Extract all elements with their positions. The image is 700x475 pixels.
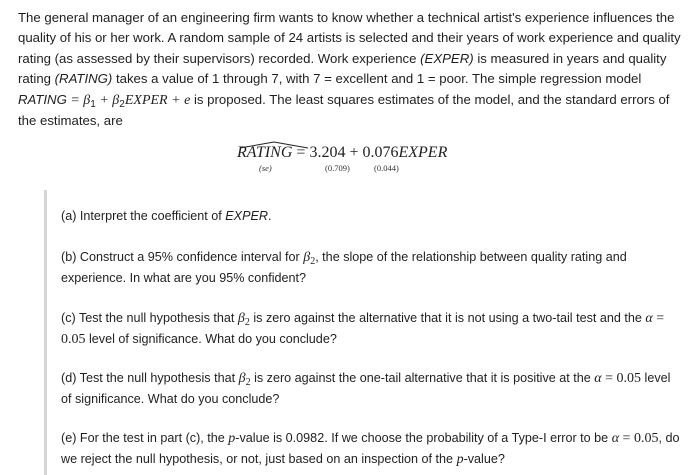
se-label: (se) [259,163,272,173]
question-d [61,368,681,409]
question-c-beta-sub: 2 [244,317,250,328]
question-c-beta: β [237,311,245,326]
question-c-alpha: α [645,311,653,326]
question-a [61,206,681,226]
model-lhs: RATING [18,91,67,107]
question-d-text-3: level of significance. What do you conclude? [61,371,671,407]
question-b-beta-sub: 2 [310,256,316,267]
equation-equals: = [292,144,310,161]
model-error-term: e [184,92,191,108]
question-e-p-1: p [228,431,236,446]
intro-text-4: is proposed. The least squares estimates of the model, and the standard errors of the estimates, are [18,91,670,129]
problem-intro [18,8,688,131]
model-equals: = [66,92,84,108]
question-b-text-2: , the slope of the relationship between quality rating and experience. In what are you 95% confident? [61,250,627,286]
question-e-text-3: , do we reject the null hypothesis, or not, just based on an inspection of the [61,431,680,467]
question-e-text-1: (e) For the test in part (c), the [61,431,229,445]
model-variable: EXPER [124,92,168,108]
intro-text-1: The general manager of an engineering firm wants to know whether a technical artist's experience influences the quality of his or her work. A random sample of 24 artists is selected and their years of work experience and quality rating (as assessed by their supervisors) recorded. Work experience [18,10,681,66]
question-b [61,247,681,288]
model-beta2-sub: 2 [119,98,125,110]
question-a-variable: EXPER [225,209,268,223]
question-a-text-1: (a) Interpret the coefficient of [61,209,226,223]
question-d-text-2: is zero against the one-tail alternative that it is positive at the [250,371,595,385]
question-d-beta: β [238,371,246,386]
se-intercept: (0.709) [325,163,350,173]
question-c-text-3: level of significance. What do you conclude? [85,332,337,347]
question-c-text-1: (c) Test the null hypothesis that [61,311,238,325]
model-beta1: β [83,92,91,108]
question-b-beta: β [303,250,311,265]
estimated-equation [237,144,537,184]
equation-line [237,144,447,162]
question-d-alpha-value: = 0.05 [601,371,642,386]
model-beta1-sub: 1 [90,98,96,110]
model-beta2: β [112,92,120,108]
question-e-p-2: p [456,452,464,468]
question-a-text-2: . [267,209,272,223]
question-d-beta-sub: 2 [245,377,251,388]
rating-definition: (RATING) [54,71,113,87]
exper-definition: (EXPER) [420,50,474,66]
question-c-alpha-value: = 0.05 [61,311,665,348]
question-e [61,428,681,470]
model-plus: + [95,92,113,108]
question-b-text-1: (b) Construct a 95% confidence interval for [61,250,304,264]
model-plus-2: + [167,92,185,108]
question-e-alpha: α [611,431,620,446]
question-d-text-1: (d) Test the null hypothesis that [61,371,239,385]
question-e-text-2: -value is 0.0982. If we choose the probability of a Type-I error to be [235,431,612,445]
equation-lhs: RATING [237,144,293,161]
question-d-alpha: α [594,371,602,386]
se-slope: (0.044) [374,163,399,173]
intro-text-2: is measured in years and quality rating [18,50,667,87]
question-c [61,308,681,350]
intro-text-3: takes a value of 1 through 7, with 7 = excellent and 1 = poor. The simple regression model [112,71,642,87]
question-e-alpha-value: = 0.05 [619,431,659,446]
question-c-text-2: is zero against the alternative that it is not using a two-tail test and the [249,311,646,325]
equation-slope: 0.076 [362,144,399,161]
equation-plus: + [345,144,363,161]
equation-intercept: 3.204 [309,144,346,161]
questions-left-border [44,190,47,475]
equation-variable: EXPER [398,144,448,161]
question-e-text-4: -value? [463,452,505,467]
